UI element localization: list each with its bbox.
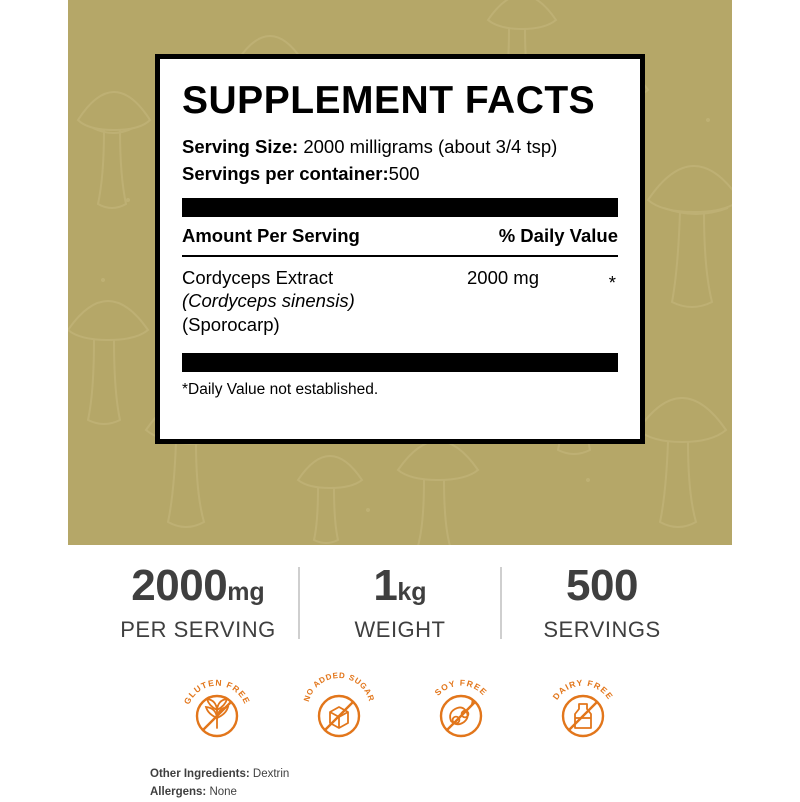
certification-badges	[0, 668, 800, 748]
servings-per-container-value: 500	[388, 162, 420, 184]
column-header-amount: Amount Per Serving	[182, 224, 360, 246]
other-ingredients-value: Dextrin	[252, 768, 290, 780]
stat-per-serving-label: PER SERVING	[120, 616, 276, 642]
ingredient-part: (Sporocarp)	[182, 313, 280, 335]
supplement-facts-title: SUPPLEMENT FACTS	[182, 79, 596, 122]
serving-size-label: Serving Size:	[182, 136, 299, 157]
servings-per-container-label: Servings per container:	[182, 162, 389, 184]
svg-text:NO ADDED SUGAR	[302, 671, 376, 703]
stat-servings-label: SERVINGS	[543, 616, 661, 642]
stat-per-serving-number: 2000	[131, 560, 228, 610]
ingredient-daily-value: *	[608, 271, 616, 293]
badge-soy-free-label: SOY FREE	[432, 677, 490, 698]
stat-servings-number: 500	[566, 560, 638, 610]
wheat-icon	[174, 668, 260, 746]
footer-divider-thick	[182, 353, 618, 372]
product-stats	[0, 548, 800, 658]
stat-weight-value	[300, 560, 500, 610]
ingredient-row	[182, 257, 618, 343]
other-ingredients-label: Other Ingredients:	[150, 768, 250, 780]
stat-per-serving	[98, 560, 298, 643]
stat-weight-label: WEIGHT	[354, 616, 446, 642]
header-divider-thick	[182, 198, 618, 217]
badge-dairy-free	[540, 668, 626, 748]
sugar-cube-icon	[296, 668, 382, 746]
allergens-value: None	[209, 785, 237, 798]
svg-text:DAIRY FREE	[551, 678, 616, 702]
badge-gluten-free	[174, 668, 260, 748]
stat-servings-value	[502, 560, 702, 610]
daily-value-footnote: *Daily Value not established.	[182, 380, 379, 398]
soy-bean-icon	[418, 668, 504, 746]
badge-soy-free	[418, 668, 504, 748]
allergens-line	[150, 784, 289, 802]
stat-weight	[300, 560, 500, 643]
allergens-label: Allergens:	[150, 785, 207, 798]
badge-dairy-free-label: DAIRY FREE	[550, 677, 616, 702]
ingredient-name: Cordyceps Extract	[182, 266, 334, 288]
column-header-daily-value: % Daily Value	[498, 224, 618, 246]
stat-per-serving-unit: mg	[227, 577, 265, 606]
supplement-facts-panel	[155, 54, 645, 444]
stat-servings	[502, 560, 702, 643]
svg-text:SOY FREE	[433, 678, 490, 698]
serving-size-line	[182, 134, 618, 161]
stat-per-serving-value	[98, 560, 298, 610]
column-headers-row	[182, 217, 618, 255]
servings-per-container-line	[182, 161, 618, 188]
ingredient-latin-name: (Cordyceps sinensis)	[182, 290, 355, 312]
footer-info	[150, 766, 289, 802]
serving-size-value: 2000 milligrams (about 3/4 tsp)	[303, 136, 558, 157]
badge-no-added-sugar-label: NO ADDED SUGAR	[301, 670, 377, 703]
badge-no-added-sugar	[296, 668, 382, 748]
badge-gluten-free-label: GLUTEN FREE	[181, 677, 253, 706]
stat-weight-number: 1	[373, 560, 398, 610]
svg-text:GLUTEN FREE	[182, 678, 253, 706]
milk-bottle-icon	[540, 668, 626, 746]
stat-weight-unit: kg	[397, 577, 427, 606]
ingredient-amount: 2000 mg	[467, 266, 539, 288]
other-ingredients-line	[150, 766, 289, 784]
